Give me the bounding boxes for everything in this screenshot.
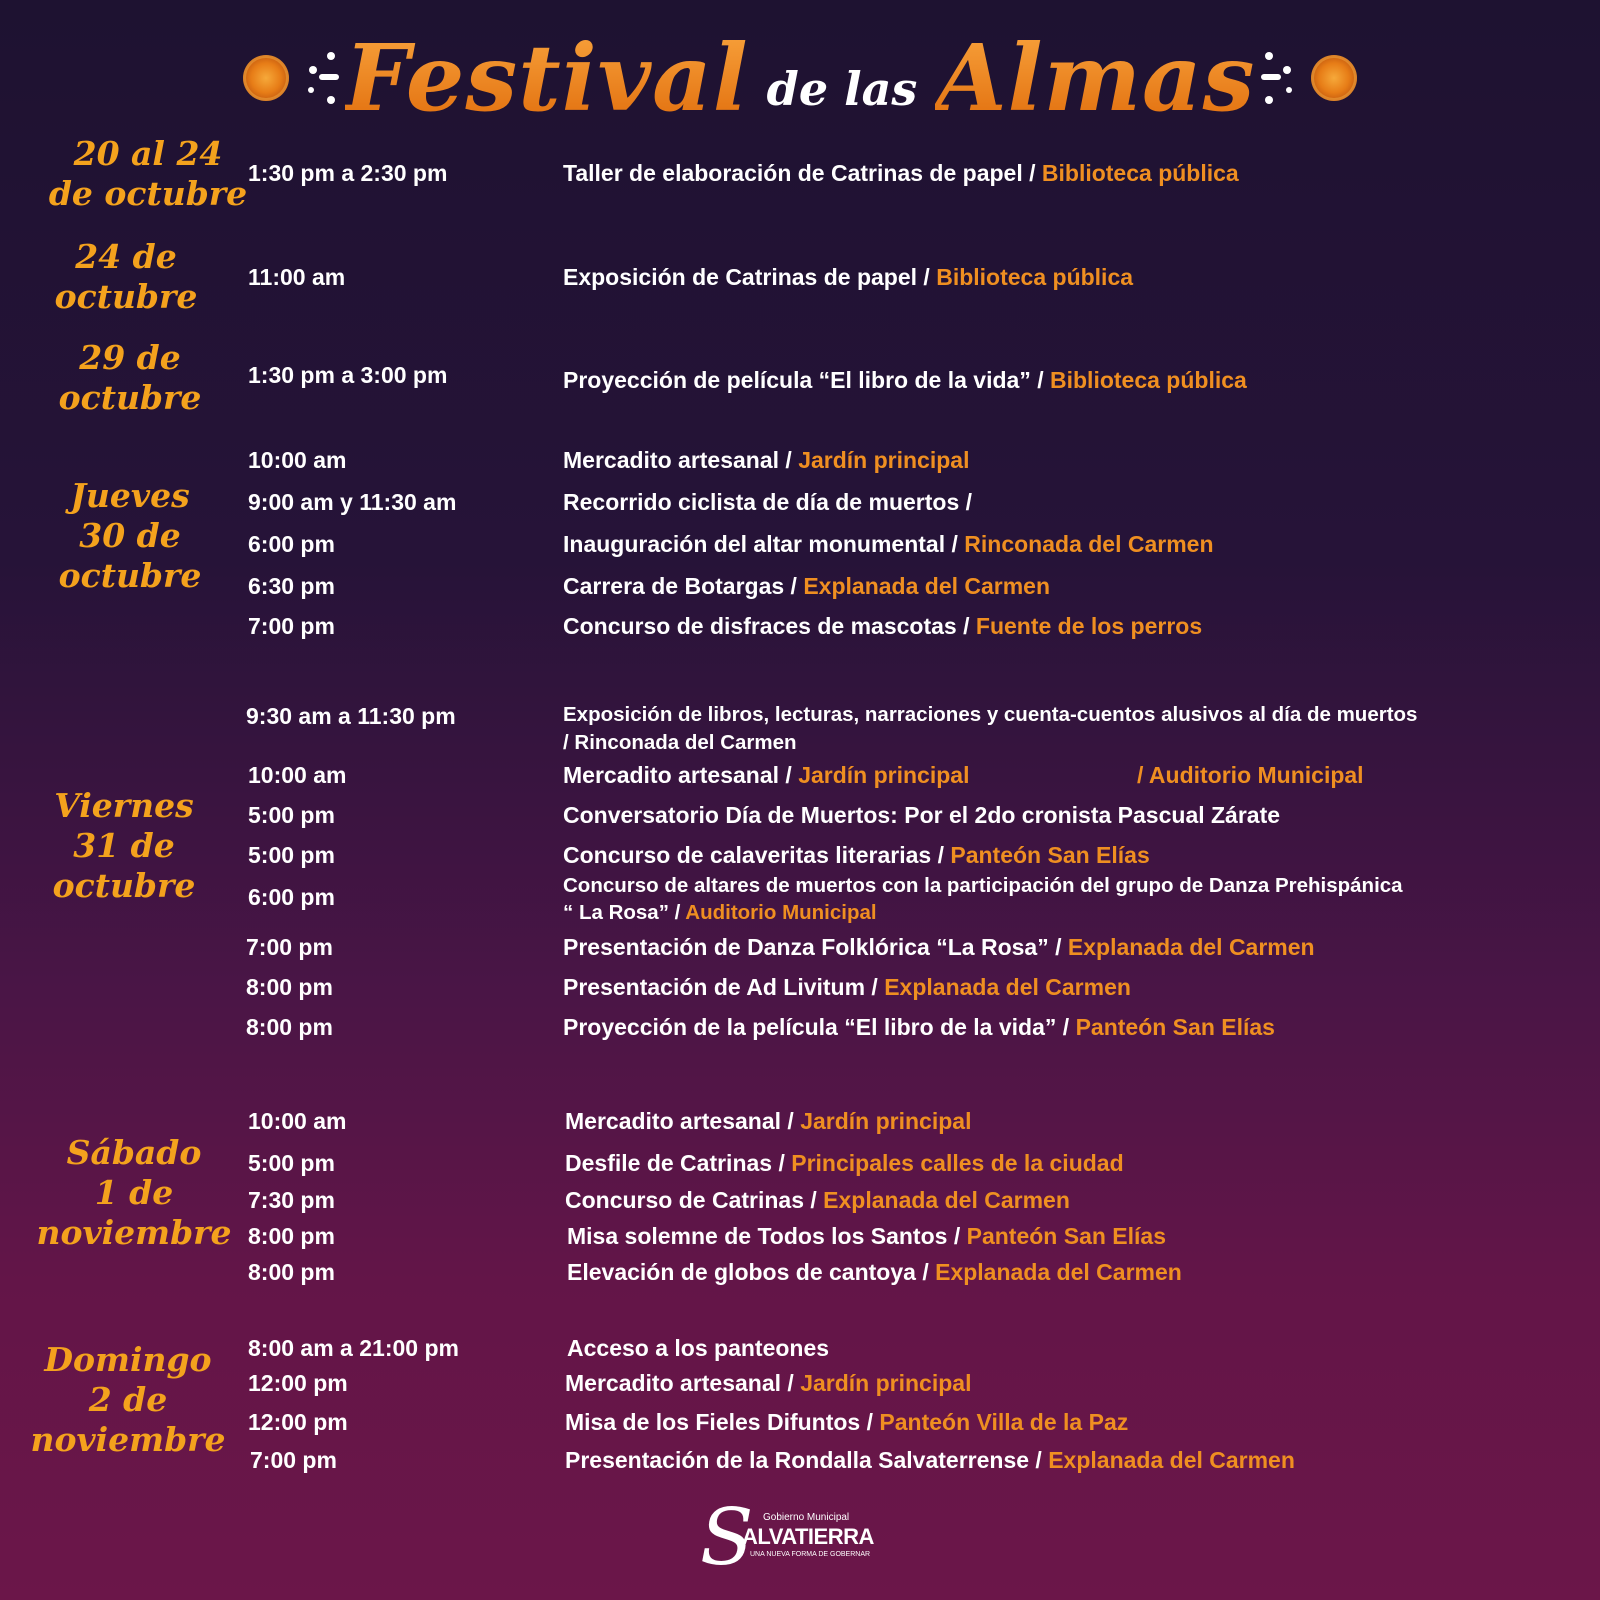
- event-time: 12:00 pm: [248, 1370, 348, 1396]
- event-time: 6:00 pm: [248, 884, 335, 910]
- title-almas: Almas: [935, 24, 1256, 132]
- event-activity: Concurso de calaveritas literarias / Panteón San Elías: [563, 842, 1150, 868]
- marigold-icon: [1311, 55, 1357, 101]
- event-time: 6:30 pm: [248, 573, 335, 599]
- event-location: Explanada del Carmen: [935, 1259, 1182, 1285]
- event-location: Explanada del Carmen: [884, 974, 1131, 1000]
- event-location: Panteón San Elías: [1075, 1014, 1275, 1040]
- event-activity: Recorrido ciclista de día de muertos /: [563, 489, 973, 515]
- logo-name: ALVATIERRA: [742, 1524, 874, 1549]
- event-activity: Mercadito artesanal / Jardín principal: [563, 447, 970, 473]
- event-location: Jardín principal: [798, 447, 970, 473]
- event-time: 5:00 pm: [248, 842, 335, 868]
- day-label: 24 de octubre: [54, 237, 198, 316]
- event-time: 5:00 pm: [248, 1150, 335, 1176]
- marigold-icon: [243, 55, 289, 101]
- event-time: 8:00 pm: [246, 974, 333, 1000]
- event-location: Explanada del Carmen: [1067, 934, 1315, 960]
- event-location: Rinconada del Carmen: [964, 531, 1214, 557]
- event-activity: Proyección de película “El libro de la vida” / Biblioteca pública: [563, 367, 1247, 393]
- event-activity: Exposición de libros, lecturas, narraciones y cuenta-cuentos alusivos al día de muertos: [563, 703, 1418, 726]
- event-time: 8:00 am a 21:00 pm: [248, 1335, 459, 1361]
- event-activity: Desfile de Catrinas / Principales calles de la ciudad: [565, 1150, 1124, 1176]
- event-location: Jardín principal: [798, 762, 970, 788]
- event-location: Principales calles de la ciudad: [791, 1150, 1124, 1176]
- event-activity: Carrera de Botargas / Explanada del Carmen: [563, 573, 1051, 599]
- event-time: 10:00 am: [248, 1108, 347, 1134]
- title-festival: Festival: [344, 24, 749, 132]
- event-activity: Mercadito artesanal / Jardín principal: [565, 1370, 972, 1396]
- event-time: 7:30 pm: [248, 1187, 335, 1213]
- day-label: Sábado 1 de noviembre: [36, 1133, 232, 1252]
- event-extra-location: / Auditorio Municipal: [1137, 762, 1364, 788]
- title-de-las: de las: [766, 62, 918, 116]
- event-location: Explanada del Carmen: [823, 1187, 1070, 1213]
- day-label: Domingo 2 de noviembre: [30, 1340, 226, 1459]
- event-location: Jardín principal: [800, 1370, 972, 1396]
- event-activity-line2: “ La Rosa” / Auditorio Municipal: [563, 901, 877, 924]
- event-activity: Concurso de disfraces de mascotas / Fuente de los perros: [563, 613, 1203, 639]
- event-location: Fuente de los perros: [975, 613, 1203, 639]
- festival-title: [0, 18, 1600, 138]
- event-activity: Mercadito artesanal / Jardín principal: [565, 1108, 972, 1134]
- event-time: 10:00 am: [248, 447, 347, 473]
- event-activity: Conversatorio Día de Muertos: Por el 2do cronista Pascual Zárate: [563, 802, 1281, 828]
- event-activity: Mercadito artesanal / Jardín principal: [563, 762, 970, 788]
- logo-s-mark: S: [700, 1493, 754, 1583]
- event-time: 9:00 am y 11:30 am: [248, 489, 457, 515]
- logo-tagline: UNA NUEVA FORMA DE GOBERNAR: [750, 1551, 871, 1558]
- event-location: Biblioteca pública: [1041, 160, 1239, 186]
- event-time: 7:00 pm: [250, 1447, 337, 1473]
- event-time: 1:30 pm a 2:30 pm: [248, 160, 448, 186]
- event-activity: Misa de los Fieles Difuntos / Panteón Villa de la Paz: [565, 1409, 1129, 1435]
- event-location: Auditorio Municipal: [685, 901, 877, 924]
- event-activity: Acceso a los panteones: [567, 1335, 830, 1361]
- event-activity: Concurso de Catrinas / Explanada del Carmen: [565, 1187, 1070, 1213]
- event-time: 8:00 pm: [246, 1014, 333, 1040]
- event-activity: Inauguración del altar monumental / Rinconada del Carmen: [563, 531, 1214, 557]
- day-label: Jueves 30 de octubre: [58, 476, 202, 595]
- event-time: 10:00 am: [248, 762, 347, 788]
- event-time: 7:00 pm: [248, 613, 335, 639]
- event-location: Explanada del Carmen: [803, 573, 1051, 599]
- event-time: 5:00 pm: [248, 802, 335, 828]
- event-location: Panteón San Elías: [950, 842, 1150, 868]
- event-location: Jardín principal: [800, 1108, 972, 1134]
- event-time: 7:00 pm: [246, 934, 333, 960]
- event-activity: Taller de elaboración de Catrinas de papel / Biblioteca pública: [563, 160, 1239, 186]
- event-time: 9:30 am a 11:30 pm: [246, 703, 456, 729]
- event-activity: Presentación de Danza Folklórica “La Rosa” / Explanada del Carmen: [563, 934, 1315, 960]
- event-activity: Misa solemne de Todos los Santos / Panteón San Elías: [567, 1223, 1167, 1249]
- event-activity: Presentación de Ad Livitum / Explanada del Carmen: [563, 974, 1131, 1000]
- event-activity: Elevación de globos de cantoya / Explanada del Carmen: [567, 1259, 1182, 1285]
- sparkle-icon: [301, 48, 341, 108]
- event-time: 12:00 pm: [248, 1409, 348, 1435]
- event-activity: Presentación de la Rondalla Salvaterrense / Explanada del Carmen: [565, 1447, 1295, 1473]
- event-activity: Exposición de Catrinas de papel / Biblioteca pública: [563, 264, 1134, 290]
- sparkle-icon: [1259, 48, 1299, 108]
- event-location: / Rinconada del Carmen: [563, 731, 797, 754]
- event-time: 11:00 am: [248, 264, 346, 290]
- event-location: Panteón Villa de la Paz: [879, 1409, 1129, 1435]
- salvatierra-logo: [700, 1493, 900, 1583]
- event-location: Biblioteca pública: [1050, 367, 1247, 393]
- day-label: 20 al 24 de octubre: [48, 134, 248, 213]
- event-activity: Proyección de la película “El libro de la vida” / Panteón San Elías: [563, 1014, 1275, 1040]
- event-time: 1:30 pm a 3:00 pm: [248, 362, 448, 388]
- event-activity: Concurso de altares de muertos con la participación del grupo de Danza Prehispánica: [563, 874, 1403, 897]
- event-time: 8:00 pm: [248, 1223, 335, 1249]
- event-location: Biblioteca pública: [936, 264, 1134, 290]
- event-location: Panteón San Elías: [966, 1223, 1167, 1249]
- event-time: 8:00 pm: [248, 1259, 335, 1285]
- event-time: 6:00 pm: [248, 531, 335, 557]
- logo-top-text: Gobierno Municipal: [763, 1512, 850, 1523]
- event-location: Explanada del Carmen: [1048, 1447, 1295, 1473]
- day-label: Viernes 31 de octubre: [52, 786, 196, 905]
- day-label: 29 de octubre: [58, 338, 202, 417]
